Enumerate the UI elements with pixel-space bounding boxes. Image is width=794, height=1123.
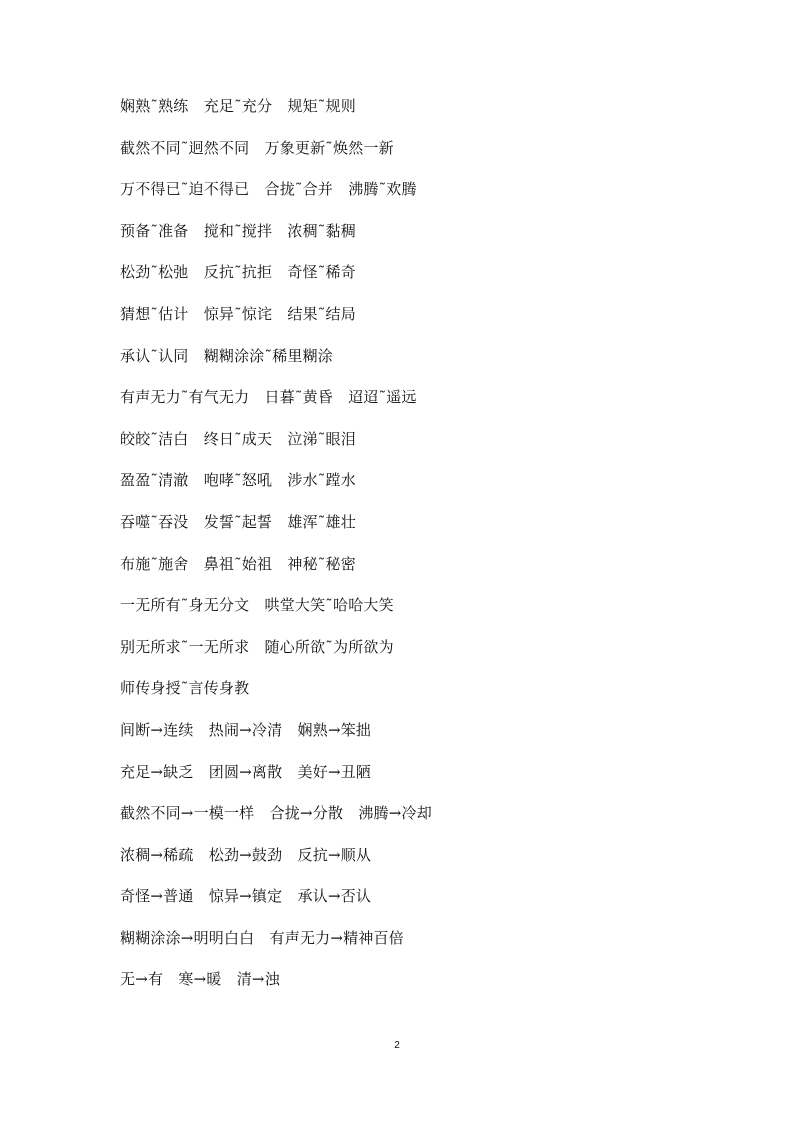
- text-line: 承认˜认同 糊糊涂涂˜稀里糊涂: [120, 346, 334, 365]
- text-line: 截然不同˜迥然不同 万象更新˜焕然一新: [120, 138, 394, 157]
- text-line: 猜想˜估计 惊异˜惊诧 结果˜结局: [120, 304, 356, 323]
- text-line: 糊糊涂涂→明明白白 有声无力→精神百倍: [120, 928, 404, 947]
- text-line: 松劲˜松弛 反抗˜抗拒 奇怪˜稀奇: [120, 263, 356, 282]
- text-line: 吞噬˜吞没 发誓˜起誓 雄浑˜雄壮: [120, 512, 356, 531]
- text-line: 无→有 寒→暖 清→浊: [120, 970, 280, 989]
- text-line: 娴熟˜熟练 充足˜充分 规矩˜规则: [120, 97, 356, 115]
- text-line: 皎皎˜洁白 终日˜成天 泣涕˜眼泪: [120, 429, 356, 448]
- text-line: 截然不同→一模一样 合拢→分散 沸腾→冷却: [120, 804, 432, 823]
- text-line: 浓稠→稀疏 松劲→鼓劲 反抗→顺从: [120, 845, 372, 864]
- word-list: [120, 92, 720, 1007]
- text-line: 奇怪→普通 惊异→镇定 承认→否认: [120, 887, 372, 906]
- text-line: 师传身授˜言传身教: [120, 679, 250, 698]
- page-number: 2: [394, 1040, 400, 1051]
- text-line: 布施˜施舍 鼻祖˜始祖 神秘˜秘密: [120, 554, 356, 573]
- text-line: 充足→缺乏 团圆→离散 美好→丑陋: [120, 762, 372, 781]
- text-line: 万不得已˜迫不得已 合拢˜合并 沸腾˜欢腾: [120, 180, 417, 199]
- text-line: 盈盈˜清澈 咆哮˜怒吼 涉水˜蹚水: [120, 471, 356, 490]
- text-line: 预备˜准备 搅和˜搅拌 浓稠˜黏稠: [120, 221, 356, 240]
- text-line: 有声无力˜有气无力 日暮˜黄昏 迢迢˜遥远: [120, 388, 417, 407]
- text-line: 间断→连续 热闹→冷清 娴熟→笨拙: [120, 720, 372, 739]
- text-line: 别无所求˜一无所求 随心所欲˜为所欲为: [120, 637, 394, 656]
- text-line: 一无所有˜身无分文 哄堂大笑˜哈哈大笑: [120, 596, 394, 615]
